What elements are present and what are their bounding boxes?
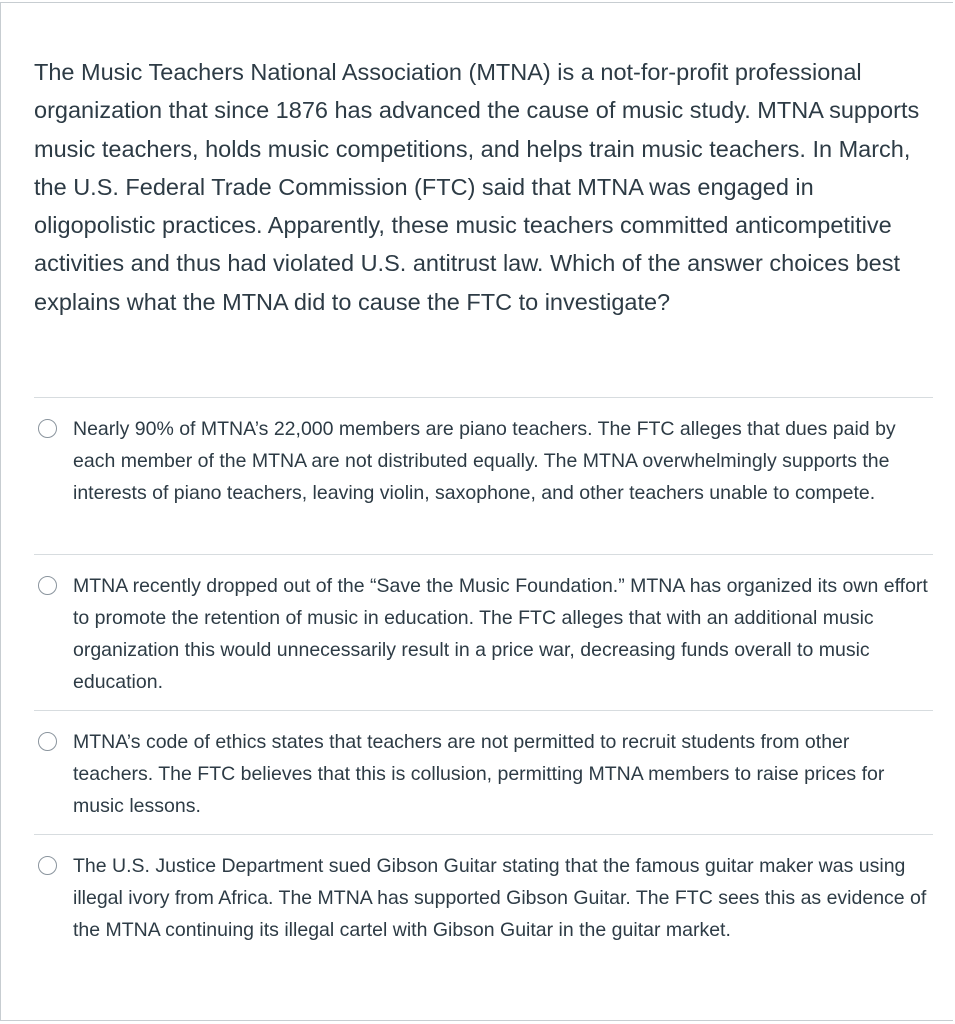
answer-option[interactable] bbox=[34, 710, 933, 834]
answer-label[interactable]: The U.S. Justice Department sued Gibson Guitar stating that the famous guitar maker was using illegal ivory from Africa. The MTNA has supported Gibson Guitar. The FTC sees this as evidence of the MTNA continuing its illegal cartel with Gibson Guitar in the guitar market. bbox=[73, 855, 927, 941]
answer-label[interactable]: Nearly 90% of MTNA’s 22,000 members are piano teachers. The FTC alleges that dues paid by each member of the MTNA are not distributed equally. The MTNA overwhelmingly supports the interests of piano teachers, leaving violin, saxophone, and other teachers unable to compete. bbox=[73, 418, 896, 504]
answer-label[interactable]: MTNA’s code of ethics states that teachers are not permitted to recruit students from other teachers. The FTC believes that this is collusion, permitting MTNA members to raise prices for music lessons. bbox=[73, 731, 885, 817]
answer-list bbox=[34, 397, 933, 994]
answer-option[interactable] bbox=[34, 554, 933, 710]
radio-button[interactable] bbox=[38, 576, 57, 595]
radio-button[interactable] bbox=[38, 419, 57, 438]
answer-option[interactable] bbox=[34, 834, 933, 994]
question-text: The Music Teachers National Association (MTNA) is a not-for-profit professional organization that since 1876 has advanced the cause of music study. MTNA supports music teachers, holds music competitions, and helps train music teachers. In March, the U.S. Federal Trade Commission (FTC) said that MTNA was engaged in oligopolistic practices. Apparently, these music teachers committed anticompetitive activities and thus had violated U.S. antitrust law. Which of the answer choices best explains what the MTNA did to cause the FTC to investigate? bbox=[34, 59, 920, 315]
radio-button[interactable] bbox=[38, 732, 57, 751]
question-panel bbox=[0, 2, 953, 1021]
answer-label[interactable]: MTNA recently dropped out of the “Save the Music Foundation.” MTNA has organized its own effort to promote the retention of music in education. The FTC alleges that with an additional music organization this would unnecessarily result in a price war, decreasing funds overall to music education. bbox=[73, 575, 928, 693]
radio-button[interactable] bbox=[38, 856, 57, 875]
answer-option[interactable] bbox=[34, 397, 933, 554]
